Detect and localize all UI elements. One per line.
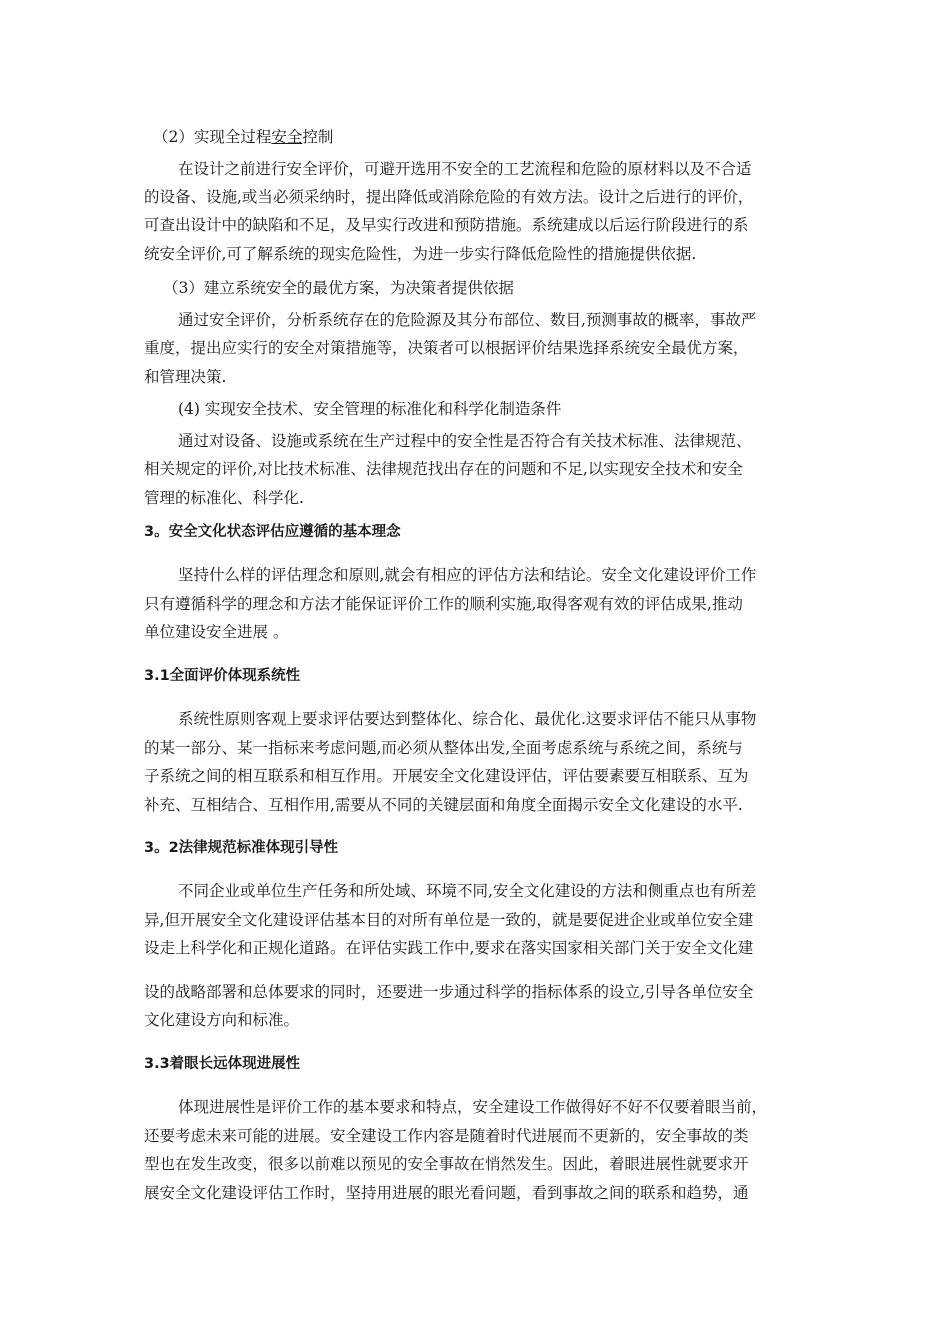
paragraph-line: 型也在发生改变，很多以前难以预见的安全事故在悄然发生。因此，着眼进展性就要求开 [144,1155,749,1173]
paragraph-line: 异,但开展安全文化建设评估基本目的对所有单位是一致的，就是要促进企业或单位安全建 [144,911,754,929]
part-3-heading: 3。安全文化状态评估应遵循的基本理念 [144,524,401,540]
part-3-1-heading: 3.1全面评价体现系统性 [144,668,301,684]
paragraph-line: 通过安全评价，分析系统存在的危险源及其分布部位、数目,预测事故的概率，事故严 [178,311,757,329]
paragraph-line: 子系统之间的相互联系和相互作用。开展安全文化建设评估，评估要素要互相联系、互为 [144,767,749,785]
paragraph-line: 在设计之前进行安全评价，可避开选用不安全的工艺流程和危险的原材料以及不合适 [178,160,752,178]
paragraph-line: 还要考虑未来可能的进展。安全建设工作内容是随着时代进展而不更新的，安全事故的类 [144,1127,749,1145]
paragraph-line: 坚持什么样的评估理念和原则,就会有相应的评估方法和结论。安全文化建设评价工作 [178,566,757,584]
paragraph-line: 只有遵循科学的理念和方法才能保证评价工作的顺利实施,取得客观有效的评估成果,推动 [144,595,743,613]
paragraph-line: 管理的标准化、科学化. [144,489,304,507]
paragraph-line: 的设备、设施,或当必须采纳时，提出降低或消除危险的有效方法。设计之后进行的评价， [144,188,754,206]
underlined-term[interactable]: 安全 [271,128,303,146]
paragraph-line: 单位建设安全进展 。 [144,623,289,641]
paragraph-line: 设的战略部署和总体要求的同时，还要进一步通过科学的指标体系的设立,引导各单位安全 [144,983,754,1001]
section-2-heading [153,127,804,147]
part-3-2-heading: 3。2法律规范标准体现引导性 [144,840,339,856]
heading-text: （2）实现全过程 [153,128,272,146]
heading-text: 控制 [302,128,334,146]
section-3-heading: （3）建立系统安全的最优方案，为决策者提供依据 [163,279,514,297]
section-4-heading: (4) 实现安全技术、安全管理的标准化和科学化制造条件 [178,400,562,418]
paragraph-line: 补充、互相结合、互相作用,需要从不同的关键层面和角度全面揭示安全文化建设的水平. [144,796,743,814]
paragraph-line: 不同企业或单位生产任务和所处域、环境不同,安全文化建设的方法和侧重点也有所差 [178,882,757,900]
paragraph-line: 展安全文化建设评估工作时，坚持用进展的眼光看问题，看到事故之间的联系和趋势，通 [144,1184,749,1202]
paragraph-line: 设走上科学化和正规化道路。在评估实践工作中,要求在落实国家相关部门关于安全文化建 [144,939,754,957]
paragraph-line: 通过对设备、设施或系统在生产过程中的安全性是否符合有关技术标准、法律规范、 [178,432,752,450]
paragraph-line: 重度，提出应实行的安全对策措施等，决策者可以根据评价结果选择系统安全最优方案， [144,339,749,357]
paragraph-line: 系统性原则客观上要求评估要达到整体化、综合化、最优化.这要求评估不能只从事物 [178,710,757,728]
part-3-3-heading: 3.3着眼长远体现进展性 [144,1056,301,1072]
paragraph-line: 可查出设计中的缺陷和不足，及早实行改进和预防措施。系统建成以后运行阶段进行的系 [144,216,749,234]
paragraph-line: 相关规定的评价,对比技术标准、法律规范找出存在的问题和不足,以实现安全技术和安全 [144,460,743,478]
paragraph-line: 的某一部分、某一指标来考虑问题,而必须从整体出发,全面考虑系统与系统之间，系统与 [144,739,743,757]
paragraph-line: 文化建设方向和标准。 [144,1011,300,1029]
paragraph-line: 和管理决策. [144,368,227,386]
paragraph-line: 统安全评价,可了解系统的现实危险性，为进一步实行降低危险性的措施提供依据. [144,245,697,263]
paragraph-line: 体现进展性是评价工作的基本要求和特点，安全建设工作做得好不好不仅要着眼当前， [178,1098,768,1116]
